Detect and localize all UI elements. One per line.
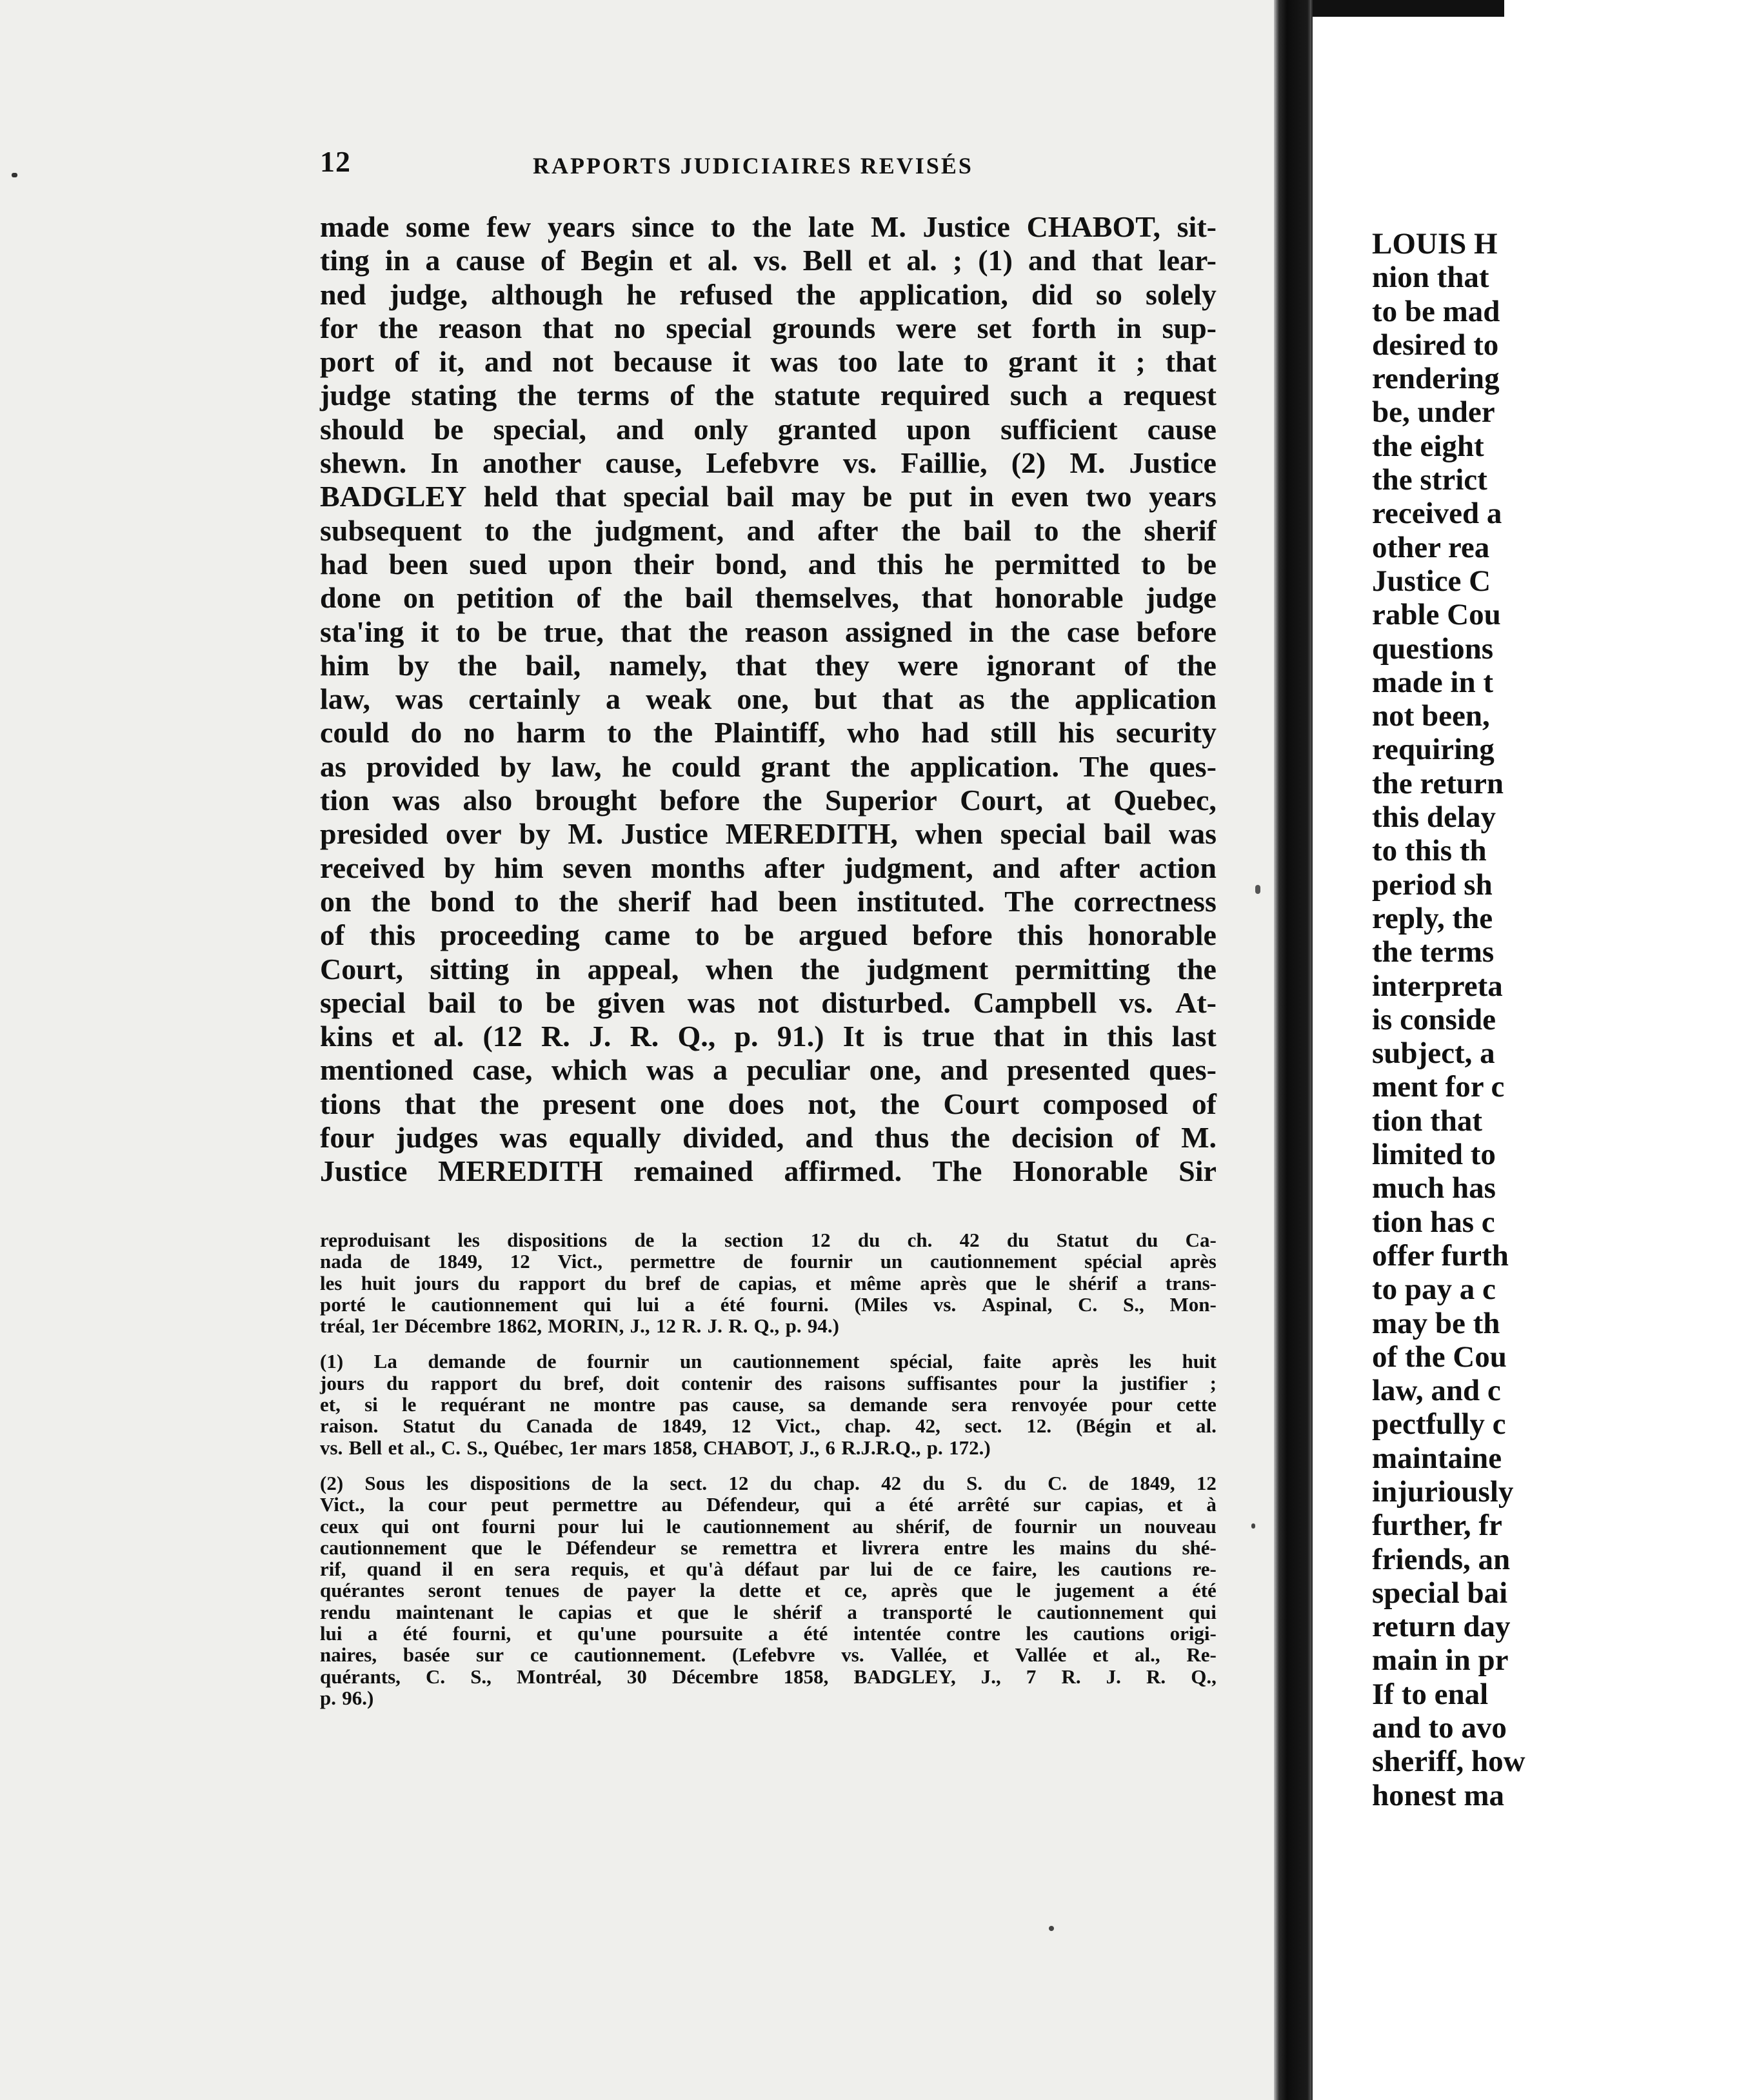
main-text-line: tion was also brought before the Superior Court, at Quebec, (320, 784, 1217, 817)
right-page-line: subject, a (1372, 1036, 1495, 1071)
footnotes-block (320, 1229, 1217, 1709)
running-head: RAPPORTS JUDICIAIRES REVISÉS (533, 153, 973, 179)
main-text-line: port of it, and not because it was too late to grant it ; that (320, 345, 1217, 379)
footnote-line: (2) Sous les dispositions de la sect. 12 du chap. 42 du S. du C. de 1849, 12 (320, 1471, 1217, 1494)
main-text-line: ting in a cause of Begin et al. vs. Bell et al. ; (1) and that lear- (320, 244, 1217, 277)
main-text-block (320, 210, 1217, 1189)
right-page-line: the return (1372, 766, 1504, 800)
main-text-line: subsequent to the judgment, and after the bail to the sherif (320, 513, 1217, 547)
main-text-line: judge stating the terms of the statute required such a request (320, 379, 1217, 412)
footnote-line: et, si le requérant ne montre pas cause, sa demande sera renvoyée pour cette (320, 1393, 1217, 1416)
main-text-line: special bail to be given was not disturbed. Campbell vs. At- (320, 986, 1217, 1019)
right-page-text (1372, 227, 1759, 1812)
right-page-line: period sh (1372, 867, 1493, 902)
right-page-line: of the Cou (1372, 1340, 1507, 1374)
right-page-line: injuriously (1372, 1474, 1514, 1509)
right-page-line: offer furth (1372, 1238, 1509, 1273)
main-text-line: could do no harm to the Plaintiff, who had still his security (320, 716, 1217, 749)
footnote-line: ceux qui ont fourni pour lui le cautionnement au shérif, de fournir un nouveau (320, 1514, 1217, 1538)
right-page-line: may be th (1372, 1306, 1500, 1340)
main-text-line: should be special, and only granted upon sufficient cause (320, 412, 1217, 446)
scan-speck (12, 173, 17, 177)
page-number: 12 (320, 145, 351, 178)
right-page-line: questions (1372, 631, 1494, 666)
binding-gutter (1274, 0, 1311, 2100)
right-page-line: much has (1372, 1171, 1496, 1205)
main-text-line: presided over by M. Justice MEREDITH, when special bail was (320, 817, 1217, 851)
footnote-line: lui a été fourni, et qu'une poursuite a été intentée contre les cautions origi- (320, 1622, 1217, 1645)
main-text-line: ned judge, although he refused the application, did so solely (320, 277, 1217, 311)
right-page-line: return day (1372, 1610, 1511, 1644)
right-page-line: not been, (1372, 699, 1490, 733)
right-page-line: is conside (1372, 1002, 1496, 1036)
right-page-line: the strict (1372, 463, 1487, 497)
main-text-line: sta'ing it to be true, that the reason assigned in the case before (320, 615, 1217, 648)
right-page-line: tion that (1372, 1104, 1483, 1138)
footnote-line: rendu maintenant le capias et que le shérif a transporté le cautionnement qui (320, 1600, 1217, 1623)
main-text-line: him by the bail, namely, that they were ignorant of the (320, 648, 1217, 682)
right-page-line: made in t (1372, 665, 1493, 699)
footnote-line: Vict., la cour peut permettre au Défendeur, qui a été arrêté sur capias, et à (320, 1493, 1217, 1516)
main-text-line: had been sued upon their bond, and this he permitted to be (320, 547, 1217, 580)
main-text-line: for the reason that no special grounds were set forth in sup- (320, 311, 1217, 344)
footnote-line: cautionnement que le Défendeur se remettra et livrera entre les mains du shé- (320, 1536, 1217, 1559)
right-page-line: received a (1372, 497, 1502, 531)
right-page-line: the eight (1372, 429, 1484, 463)
footnote-line: vs. Bell et al., C. S., Québec, 1er mars 1858, CHABOT, J., 6 R.J.R.Q., p. 172.) (320, 1436, 991, 1459)
footnote-spacer (320, 1336, 1217, 1351)
right-page-line: honest ma (1372, 1778, 1504, 1812)
right-page-line: and to avo (1372, 1711, 1507, 1745)
footnote-line: raison. Statut du Canada de 1849, 12 Vict., chap. 42, sect. 12. (Bégin et al. (320, 1414, 1217, 1438)
footnote-line: les huit jours du rapport du bref de capias, et même après que le shérif a trans- (320, 1271, 1217, 1294)
right-page-line: reply, the (1372, 901, 1493, 935)
right-page-line: to this th (1372, 834, 1487, 868)
right-page-line: LOUIS H (1372, 227, 1498, 261)
right-page-line: desired to (1372, 328, 1499, 362)
main-text-line: made some few years since to the late M. Justice CHABOT, sit- (320, 210, 1217, 243)
main-text-line: law, was certainly a weak one, but that as the application (320, 682, 1217, 716)
main-text-line: on the bond to the sherif had been instituted. The correctness (320, 884, 1217, 918)
scan-speck (1255, 885, 1260, 894)
main-text-line: as provided by law, he could grant the application. The ques- (320, 749, 1217, 783)
right-page-line: other rea (1372, 530, 1490, 564)
right-page-line: law, and c (1372, 1374, 1501, 1408)
footnote-line: quérantes seront tenues de payer la dette et ce, après que le jugement a été (320, 1579, 1217, 1602)
main-text-line: four judges was equally divided, and thus the decision of M. (320, 1121, 1217, 1154)
main-text-line: Court, sitting in appeal, when the judgment permitting the (320, 952, 1217, 986)
right-page-line: the terms (1372, 935, 1495, 969)
right-page-line: pectfully c (1372, 1407, 1506, 1441)
right-page-line: to be mad (1372, 294, 1500, 328)
right-page-line: to pay a c (1372, 1273, 1496, 1307)
right-page-line: requiring (1372, 733, 1495, 767)
main-text-line: kins et al. (12 R. J. R. Q., p. 91.) It is true that in this last (320, 1020, 1217, 1053)
right-page-line: nion that (1372, 261, 1489, 295)
right-page-line: limited to (1372, 1138, 1496, 1172)
footnote-line: porté le cautionnement qui lui a été fourni. (Miles vs. Aspinal, C. S., Mon- (320, 1293, 1217, 1316)
main-text-line: done on petition of the bail themselves, that honorable judge (320, 581, 1217, 615)
right-page (1311, 0, 1525, 2100)
main-text-line: tions that the present one does not, the Court composed of (320, 1087, 1217, 1120)
right-page-line: this delay (1372, 800, 1496, 835)
scan-speck (1251, 1523, 1255, 1529)
right-page-line: be, under (1372, 395, 1495, 430)
right-page-line: special bai (1372, 1576, 1508, 1610)
footnote-line: rif, quand il en sera requis, et qu'à défaut par lui de ce faire, les cautions re- (320, 1558, 1217, 1581)
right-page-line: If to enal (1372, 1677, 1489, 1711)
right-page-line: main in pr (1372, 1643, 1509, 1678)
footnote-line: (1) La demande de fournir un cautionnement spécial, faite après les huit (320, 1350, 1217, 1373)
main-text-line: received by him seven months after judgment, and after action (320, 851, 1217, 884)
right-page-line: friends, an (1372, 1542, 1511, 1576)
main-text-line: mentioned case, which was a peculiar one, and presented ques- (320, 1053, 1217, 1087)
footnote-line: jours du rapport du bref, doit contenir des raisons suffisantes pour la justifier ; (320, 1371, 1217, 1394)
right-page-line: ment for c (1372, 1070, 1505, 1104)
right-page-line: further, fr (1372, 1509, 1502, 1543)
main-text-line: BADGLEY held that special bail may be put in even two years (320, 480, 1217, 513)
footnote-line: p. 96.) (320, 1686, 374, 1709)
footnote-spacer (320, 1458, 1217, 1472)
right-page-line: sheriff, how (1372, 1745, 1525, 1779)
right-page-line: maintaine (1372, 1441, 1502, 1475)
footnote-line: nada de 1849, 12 Vict., permettre de fournir un cautionnement spécial après (320, 1250, 1217, 1273)
main-text-line: shewn. In another cause, Lefebvre vs. Faillie, (2) M. Justice (320, 446, 1217, 480)
right-page-line: interpreta (1372, 969, 1503, 1003)
scan-speck (1049, 1926, 1054, 1931)
footnote-line: naires, basée sur ce cautionnement. (Lefebvre vs. Vallée, et Vallée et al., Re- (320, 1643, 1217, 1667)
footnote-line: reproduisant les dispositions de la section 12 du ch. 42 du Statut du Ca- (320, 1229, 1217, 1251)
main-text-line: Justice MEREDITH remained affirmed. The Honorable Sir (320, 1154, 1217, 1188)
footnote-line: tréal, 1er Décembre 1862, MORIN, J., 12 R. J. R. Q., p. 94.) (320, 1314, 839, 1338)
right-page-line: rendering (1372, 362, 1500, 396)
right-page-line: rable Cou (1372, 598, 1501, 632)
footnote-line: quérants, C. S., Montréal, 30 Décembre 1858, BADGLEY, J., 7 R. J. R. Q., (320, 1665, 1217, 1688)
main-text-line: of this proceeding came to be argued before this honorable (320, 918, 1217, 952)
right-page-line: Justice C (1372, 564, 1491, 598)
right-page-line: tion has c (1372, 1205, 1495, 1239)
